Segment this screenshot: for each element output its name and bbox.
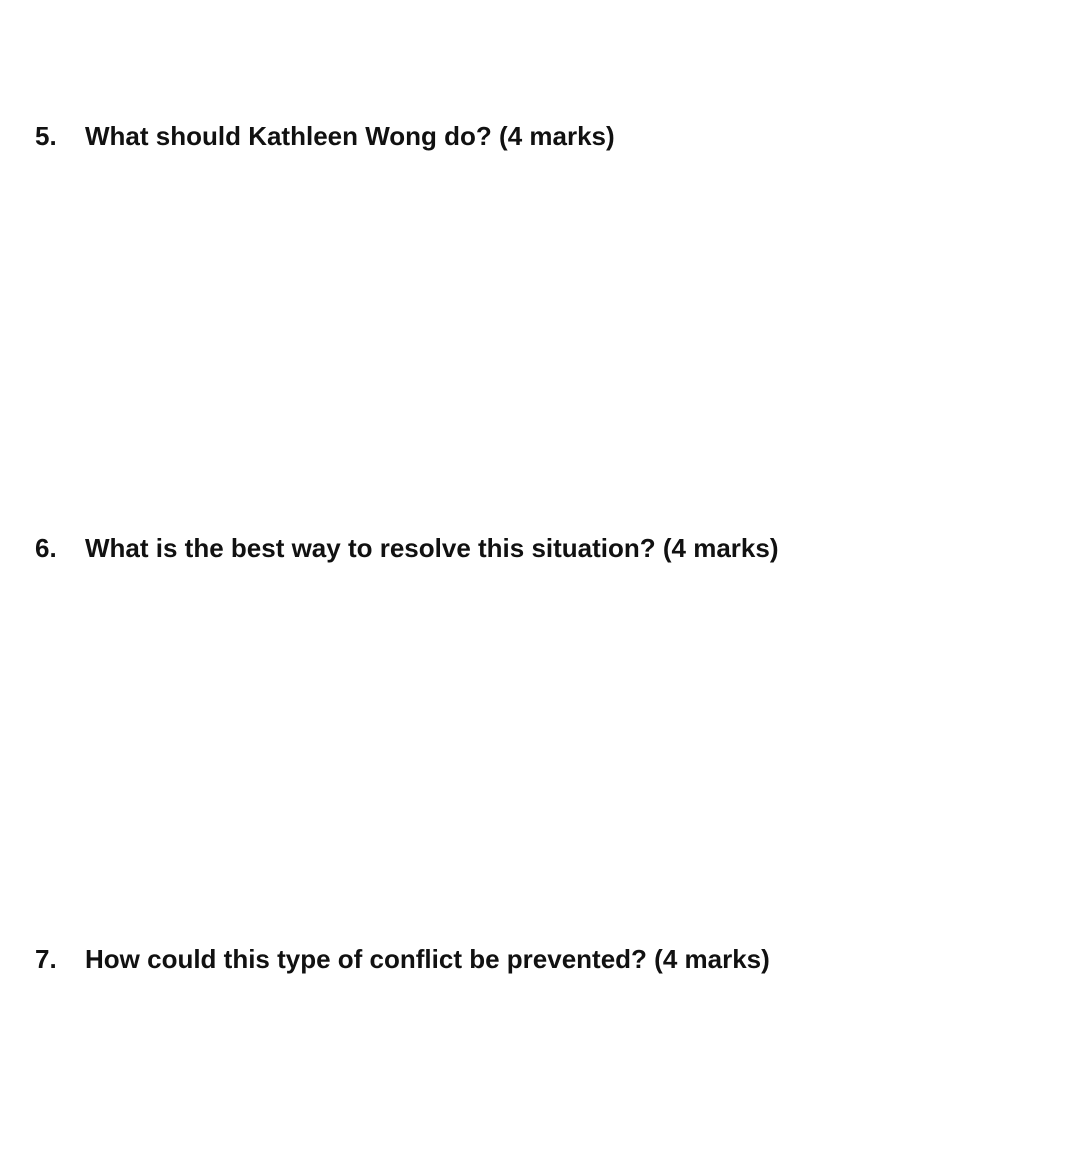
- question-number: 5.: [35, 121, 57, 151]
- question-number: 7.: [35, 944, 57, 974]
- question-5: [35, 120, 615, 152]
- question-text: What is the best way to resolve this situation? (4 marks): [85, 533, 779, 563]
- question-7: [35, 943, 770, 975]
- question-number: 6.: [35, 533, 57, 563]
- question-text: How could this type of conflict be prevented? (4 marks): [85, 944, 770, 974]
- question-text: What should Kathleen Wong do? (4 marks): [85, 121, 615, 151]
- question-6: [35, 532, 779, 564]
